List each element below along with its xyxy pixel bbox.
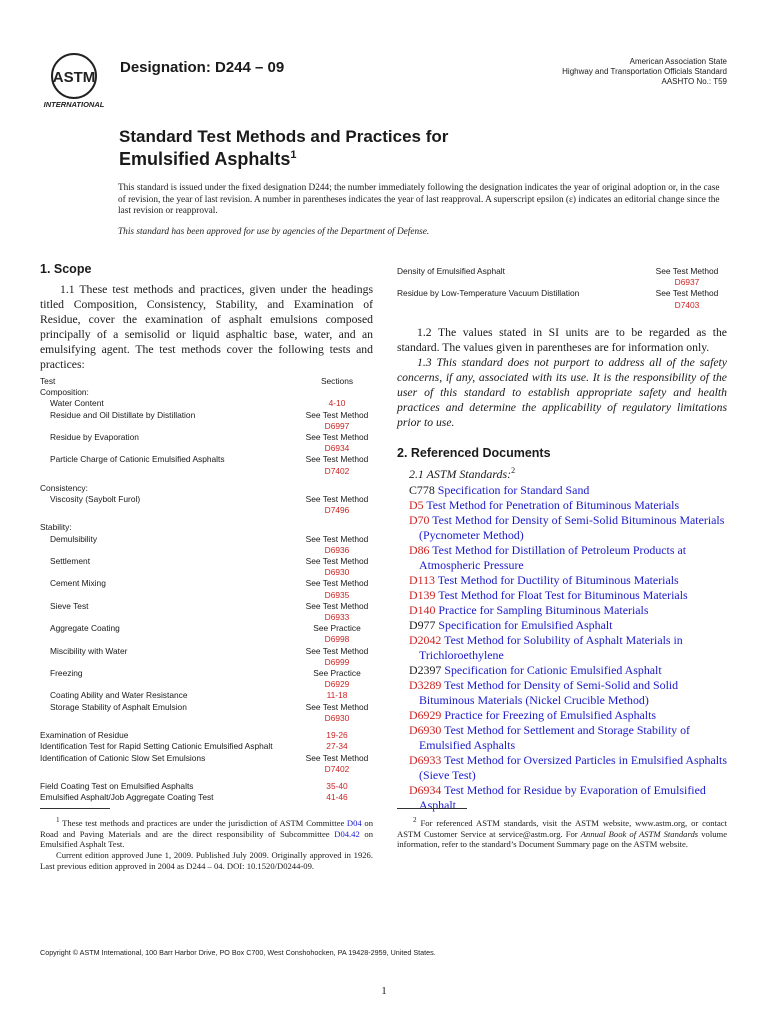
footnote-2-italic: Annual Book of ASTM Standards: [580, 828, 699, 839]
test-ref-link[interactable]: D7403: [674, 299, 700, 310]
referenced-item: [397, 588, 727, 603]
footnote-2: [397, 815, 727, 850]
tests-table-row: [40, 668, 373, 690]
test-ref-link[interactable]: D7402: [324, 763, 350, 774]
test-name: Examination of Residue: [40, 730, 129, 741]
referenced-item: [397, 483, 727, 498]
right-column: [397, 262, 728, 850]
astm-standards-subheading: [409, 466, 727, 482]
test-name: Consistency:: [40, 482, 88, 493]
test-section: [301, 753, 373, 775]
page-number: 1: [381, 985, 387, 997]
test-section: [301, 556, 373, 578]
aashto-block: [562, 57, 727, 87]
test-section: [301, 690, 373, 701]
referenced-heading: 2. Referenced Documents: [397, 445, 551, 460]
test-section: [301, 646, 373, 668]
ref-code: D2397: [409, 662, 442, 677]
test-section: [301, 702, 373, 724]
tests-table-row: [397, 288, 727, 310]
ref-title-link[interactable]: Test Method for Float Test for Bituminous Materials: [438, 587, 688, 602]
referenced-list: [397, 483, 727, 813]
tests-table-row: [40, 483, 373, 494]
tests-table-row: [40, 702, 373, 724]
test-name: Storage Stability of Asphalt Emulsion: [50, 701, 187, 712]
footnote-divider-right: [397, 808, 467, 809]
tests-table-row: [40, 432, 373, 454]
ref-code[interactable]: D70: [409, 512, 430, 527]
ref-title-link[interactable]: Test Method for Penetration of Bituminous Materials: [426, 497, 680, 512]
test-name: Demulsibility: [50, 533, 98, 544]
tests-table-row: [40, 730, 373, 741]
test-section: [301, 668, 373, 690]
ref-code[interactable]: D6933: [409, 752, 442, 767]
test-ref-link[interactable]: D6935: [324, 589, 350, 600]
test-section-text: 11-18: [326, 690, 348, 701]
test-name: Freezing: [50, 668, 83, 679]
test-name: Miscibility with Water: [50, 645, 128, 656]
test-name: Emulsified Asphalt/Job Aggregate Coating Test: [40, 792, 214, 803]
title-line-2: Emulsified Asphalts: [119, 149, 291, 169]
tests-table-row: [40, 646, 373, 668]
test-section: [301, 534, 373, 556]
test-ref-link[interactable]: D6930: [324, 567, 350, 578]
ref-code[interactable]: D3289: [409, 677, 442, 692]
test-name: Cement Mixing: [50, 578, 106, 589]
test-section-text: See Test Method: [305, 556, 369, 567]
tests-table-row: [40, 534, 373, 556]
referenced-item: [397, 513, 727, 543]
copyright: Copyright © ASTM International, 100 Barr Harbor Drive, PO Box C700, West Conshohocken, PA 19428-2959, United States.: [40, 948, 436, 957]
test-section-text: See Test Method: [305, 409, 369, 420]
test-name: Aggregate Coating: [50, 623, 120, 634]
test-name: Identification Test for Rapid Setting Cationic Emulsified Asphalt: [40, 741, 273, 752]
footnote-1-text-a: These test methods and practices are under the jurisdiction of ASTM Committee: [62, 817, 345, 828]
astm-standards-footnote-mark[interactable]: 2: [511, 465, 516, 475]
test-name: Stability:: [40, 522, 72, 533]
tests-table: [40, 376, 373, 803]
test-section: [301, 494, 373, 516]
referenced-item: [397, 663, 727, 678]
test-name: Sieve Test: [50, 600, 89, 611]
assoc-line-3: AASHTO No.: T59: [661, 77, 727, 86]
test-name: Settlement: [50, 556, 91, 567]
test-section-text: See Test Method: [305, 600, 369, 611]
test-section-text: See Test Method: [305, 432, 369, 443]
tests-table-row: [40, 454, 373, 476]
footnote-2-mark: 2: [413, 816, 417, 824]
ref-title-link[interactable]: Practice for Freezing of Emulsified Asphalts: [444, 707, 657, 722]
designation: Designation: D244 – 09: [120, 59, 285, 76]
col-header-test: Test: [40, 376, 56, 386]
tests-table-row: [40, 410, 373, 432]
test-ref-link[interactable]: D6997: [324, 420, 350, 431]
footnote-1-edition: Current edition approved June 1, 2009. Published July 2009. Originally approved in 1926. Last previous edition approved in 2004 as D244 – 04. DOI: 10.1520/D0244-09.: [40, 850, 373, 872]
ref-code[interactable]: D6930: [409, 722, 442, 737]
link-d04-42[interactable]: D04.42: [334, 828, 360, 839]
tests-table-header: [40, 376, 373, 387]
scope-paragraph-3: 1.3 This standard does not purport to address all of the safety concerns, if any, associated with its use. It is the responsibility of the user of this standard to establish appropriate safety and health practices and determine the applicability of regulatory limitations prior to use.: [397, 355, 727, 429]
test-section: [301, 741, 373, 752]
ref-code[interactable]: D86: [409, 542, 430, 557]
footnote-1-text-c: on Emulsified Asphalt Test.: [40, 828, 373, 850]
test-section-text: 35-40: [326, 780, 348, 791]
test-name: Identification of Cationic Slow Set Emulsions: [40, 752, 206, 763]
ref-title-link[interactable]: Test Method for Oversized Particles in Emulsified Asphalts (Sieve Test): [419, 752, 727, 782]
test-ref-link[interactable]: D6933: [324, 612, 350, 623]
test-name: Residue by Low-Temperature Vacuum Distillation: [397, 288, 580, 299]
test-name: Composition:: [40, 387, 89, 398]
ref-code[interactable]: D5: [409, 497, 424, 512]
referenced-item: [397, 603, 727, 618]
astm-logo: [40, 50, 112, 110]
ref-title-link[interactable]: Practice for Sampling Bituminous Materials: [438, 602, 649, 617]
ref-code[interactable]: D113: [409, 572, 435, 587]
document-title: [119, 128, 448, 168]
test-section-text: See Test Method: [305, 494, 369, 505]
test-ref-link[interactable]: D7496: [324, 505, 350, 516]
test-ref-link[interactable]: D6998: [324, 634, 350, 645]
test-section-text: See Test Method: [305, 645, 369, 656]
referenced-item: [397, 573, 727, 588]
tests-table-continued: [397, 266, 727, 311]
astm-standards-label: 2.1 ASTM Standards:: [409, 466, 512, 481]
ref-title-link[interactable]: Test Method for Solubility of Asphalt Materials in Trichloroethylene: [419, 632, 683, 662]
issued-note: This standard is issued under the fixed designation D244; the number immediately following the designation indicates the year of original adoption or, in the case of revision, the year of last revision. A number in parentheses indicates the year of last reapproval. A superscript epsilon (ε) indicates an editorial change since the last revision or reapproval.: [118, 183, 720, 216]
test-ref-link[interactable]: D6934: [324, 443, 350, 454]
tests-table-row: [40, 398, 373, 409]
test-name: Water Content: [50, 398, 104, 409]
test-section: [301, 601, 373, 623]
footnote-2-text-a: For referenced ASTM standards, visit the ASTM website, www.astm.org, or contact ASTM Customer Service at service@astm.org. For: [397, 817, 727, 839]
referenced-item: [397, 753, 727, 783]
test-name: Particle Charge of Cationic Emulsified Asphalts: [50, 454, 225, 465]
footnote-area-right: [397, 800, 727, 850]
referenced-item: [397, 618, 727, 633]
test-section: [301, 483, 373, 494]
test-section-text: 19-26: [326, 730, 348, 741]
footnote-1-text-b: on Road and Paving Materials and are the direct responsibility of Subcommittee: [40, 817, 373, 839]
test-name: Residue by Evaporation: [50, 432, 139, 443]
scope-paragraph-2: 1.2 The values stated in SI units are to be regarded as the standard. The values given in parentheses are for information only.: [397, 325, 727, 354]
referenced-item: [397, 678, 727, 708]
tests-table-row: [40, 781, 373, 792]
test-section-text: See Test Method: [305, 578, 369, 589]
ref-code: D977: [409, 617, 436, 632]
tests-table-row: [40, 601, 373, 623]
ref-code[interactable]: D2042: [409, 632, 442, 647]
scope-heading: 1. Scope: [40, 262, 92, 276]
tests-table-row: [40, 690, 373, 701]
assoc-line-2: Highway and Transportation Officials Standard: [562, 67, 727, 76]
test-ref-link[interactable]: D7402: [324, 465, 350, 476]
test-section: [301, 730, 373, 741]
ref-title-link[interactable]: Test Method for Ductility of Bituminous Materials: [437, 572, 679, 587]
ref-code: C778: [409, 482, 435, 497]
link-d04[interactable]: D04: [346, 817, 362, 828]
test-ref-link[interactable]: D6999: [324, 656, 350, 667]
test-ref-link[interactable]: D6936: [324, 544, 350, 555]
test-section: [301, 398, 373, 409]
footnote-1-mark: 1: [56, 816, 60, 824]
tests-table-row: [397, 266, 727, 288]
ref-code[interactable]: D139: [409, 587, 436, 602]
test-section: [301, 522, 373, 533]
left-column: [40, 262, 373, 872]
test-section: [301, 410, 373, 432]
tests-table-row: [40, 578, 373, 600]
ref-title-link[interactable]: Specification for Cationic Emulsified Asphalt: [444, 662, 662, 677]
ref-title-link[interactable]: Specification for Emulsified Asphalt: [438, 617, 613, 632]
test-ref-link[interactable]: D6929: [324, 679, 350, 690]
test-section-text: See Practice: [313, 623, 361, 634]
test-section-text: See Test Method: [305, 533, 369, 544]
logo-text: ASTM: [52, 69, 96, 86]
test-section-text: 4-10: [328, 398, 346, 409]
test-name: Density of Emulsified Asphalt: [397, 266, 505, 276]
scope-paragraph-1: 1.1 These test methods and practices, given under the headings titled Composition, Consistency, Stability, and Examination of Residue, cover the examination of asphalt emulsions composed principally of a semisolid or liquid asphaltic base, water, and an emulsifying agent. The test methods cover the following tests and practices:: [40, 283, 373, 371]
ref-title-link[interactable]: Test Method for Density of Semi-Solid and Solid Bituminous Materials (Nickel Crucible Method): [419, 677, 679, 707]
col-header-sections: Sections: [320, 376, 354, 386]
tests-table-row: [40, 522, 373, 533]
assoc-line-1: American Association State: [629, 57, 727, 66]
referenced-item: [397, 723, 727, 753]
referenced-item: [397, 498, 727, 513]
footnote-divider: [40, 808, 110, 809]
approved-note: This standard has been approved for use by agencies of the Department of Defense.: [118, 227, 430, 237]
test-section: [301, 454, 373, 476]
test-section-text: See Test Method: [305, 454, 369, 465]
ref-code[interactable]: D6929: [409, 707, 442, 722]
ref-title-link[interactable]: Test Method for Density of Semi-Solid Bituminous Materials (Pycnometer Method): [419, 512, 725, 542]
logo-subtext: INTERNATIONAL: [43, 100, 105, 109]
test-section-text: See Test Method: [655, 266, 719, 276]
referenced-item: [397, 708, 727, 723]
test-name: Residue and Oil Distillate by Distillation: [50, 409, 196, 420]
test-section-text: 27-34: [326, 741, 348, 752]
ref-code[interactable]: D6934: [409, 782, 442, 797]
title-footnote-mark[interactable]: 1: [290, 149, 297, 161]
test-name: Field Coating Test on Emulsified Asphalts: [40, 780, 194, 791]
test-section: [647, 266, 727, 288]
ref-title-link[interactable]: Test Method for Distillation of Petroleum Products at Atmospheric Pressure: [419, 542, 687, 572]
tests-table-row: [40, 494, 373, 516]
referenced-item: [397, 543, 727, 573]
tests-table-row: [40, 741, 373, 752]
referenced-item: [397, 633, 727, 663]
test-name: Coating Ability and Water Resistance: [50, 690, 188, 701]
ref-code[interactable]: D140: [409, 602, 436, 617]
tests-table-row: [40, 556, 373, 578]
tests-table-row: [40, 623, 373, 645]
footnote-1: [40, 815, 373, 850]
test-section: [301, 578, 373, 600]
tests-table-row: [40, 753, 373, 775]
test-section-text: See Test Method: [305, 701, 369, 712]
footnote-2-text-b: volume information, refer to the standard’s Document Summary page on the ASTM website.: [397, 828, 728, 850]
test-ref-link[interactable]: D6937: [674, 277, 700, 288]
ref-title-link[interactable]: Specification for Standard Sand: [437, 482, 590, 497]
test-section: [301, 623, 373, 645]
test-section: [301, 387, 373, 398]
test-section-text: See Practice: [313, 668, 361, 679]
test-section: [647, 288, 727, 310]
ref-title-link[interactable]: Test Method for Residue by Evaporation of Emulsified Asphalt: [419, 782, 706, 812]
test-name: Viscosity (Saybolt Furol): [50, 494, 141, 505]
footnote-area: [40, 800, 373, 872]
tests-table-row: [40, 387, 373, 398]
ref-title-link[interactable]: Test Method for Settlement and Storage Stability of Emulsified Asphalts: [419, 722, 690, 752]
test-ref-link[interactable]: D6930: [324, 712, 350, 723]
test-section: [301, 781, 373, 792]
title-line-1: Standard Test Methods and Practices for: [119, 127, 449, 146]
test-section: [301, 432, 373, 454]
test-section-text: 41-46: [326, 792, 348, 803]
test-section-text: See Test Method: [655, 288, 719, 299]
test-section-text: See Test Method: [305, 752, 369, 763]
